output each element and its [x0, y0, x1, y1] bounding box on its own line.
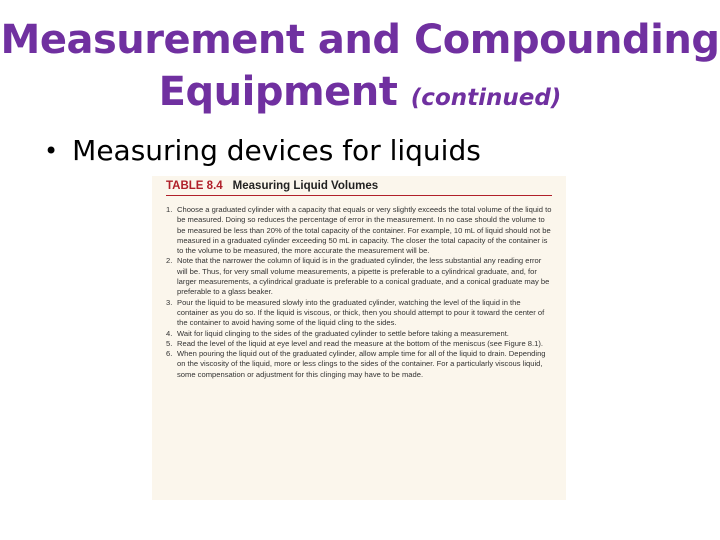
item-text: Note that the narrower the column of liquid is in the graduated cylinder, the less substantial any reading error will be. Thus, for very small volume measurements, a pipette is preferable to a cylindrical graduate, and, for larger measurements, a cylindrical graduate is preferable to a conical graduate, and a conical graduate may be preferable to a glass beaker. — [177, 256, 550, 297]
title-continued: (continued) — [410, 85, 562, 111]
item-number: 4. — [166, 328, 173, 338]
title-line-1: Measurement and Compounding — [0, 17, 720, 63]
item-text: Wait for liquid clinging to the sides of the graduated cylinder to settle before taking a measurement. — [177, 328, 509, 338]
bullet-item — [44, 134, 481, 167]
table-image — [152, 176, 566, 500]
item-number: 5. — [166, 338, 173, 348]
table-list — [166, 205, 552, 380]
table-title: Measuring Liquid Volumes — [232, 180, 379, 192]
list-item — [166, 298, 552, 329]
list-item — [166, 329, 552, 339]
item-number: 6. — [166, 349, 173, 359]
title-line-2 — [0, 66, 720, 124]
item-text: When pouring the liquid out of the graduated cylinder, allow ample time for all of the liquid to drain. Depending on the viscosity of the liquid, more or less clings to the sides of the container. For a particularly viscous liquid, some compensation or adjustment for this clinging may have to be made. — [177, 349, 546, 379]
title-equipment: Equipment — [158, 69, 398, 115]
list-item — [166, 339, 552, 349]
table-number: TABLE 8.4 — [166, 180, 223, 192]
item-text: Pour the liquid to be measured slowly into the graduated cylinder, watching the level of the liquid in the container as you do so. If the liquid is viscous, or thick, then you should attempt to pour it toward the center of the container to avoid having some of the liquid cling to the sides. — [177, 297, 545, 328]
item-number: 1. — [166, 205, 173, 214]
item-text: Choose a graduated cylinder with a capacity that equals or very slightly exceeds the total volume of the liquid to be measured. Doing so reduces the percentage of error in the measurement. In no case should the volume to be measured be less than 20% of the total capacity of the container. For example, 10 mL of liquid should not be measured in a graduated cylinder exceeding 50 mL in capacity. The closer the total capacity of the container is to the volume to be measured, the more accurate the measurement will be. — [177, 205, 552, 256]
item-number: 2. — [166, 256, 173, 266]
bullet-text: Measuring devices for liquids — [72, 134, 481, 167]
item-text: Read the level of the liquid at eye level and read the measure at the bottom of the meniscus (see Figure 8.1). — [177, 338, 543, 348]
bullet-icon: • — [44, 136, 59, 165]
slide-title — [0, 14, 720, 124]
list-item — [166, 349, 552, 380]
list-item — [166, 256, 552, 297]
table-header — [166, 180, 552, 196]
list-item — [166, 205, 552, 256]
item-number: 3. — [166, 297, 173, 307]
